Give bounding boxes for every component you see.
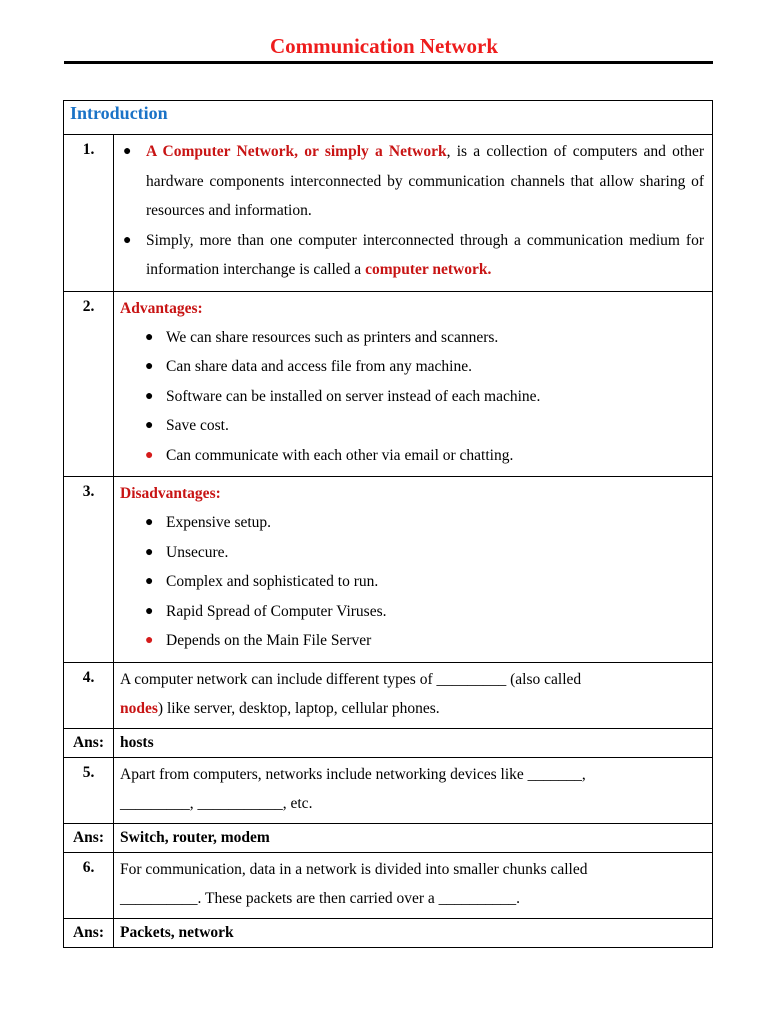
item-text: Simply, more than one computer interconnected through a communication medium for information interchange is called a: [146, 231, 704, 278]
bullet-icon: ●: [145, 544, 154, 560]
row-number: 3.: [82, 483, 95, 500]
list-item: ● We can share resources such as printers and scanners.: [142, 323, 706, 353]
table-row: [64, 852, 713, 918]
row-number: 5.: [82, 763, 95, 781]
table-row: [64, 477, 713, 663]
table-row: [64, 291, 713, 477]
list-item: ● Rapid Spread of Computer Viruses.: [142, 597, 706, 627]
table-row: [64, 135, 713, 292]
list-item: ● Complex and sophisticated to run.: [142, 567, 706, 597]
answer-text: Switch, router, modem: [120, 828, 270, 846]
answer-label: Ans:: [64, 728, 114, 757]
answer-text: Packets, network: [120, 923, 234, 941]
section-heading: Advantages:: [120, 299, 203, 317]
table-row: [64, 757, 713, 823]
question-text: Apart from computers, networks include networking devices like _______, _________, ___________, etc.: [120, 765, 586, 812]
red-bullet-icon: ●: [145, 447, 154, 463]
list-item: ● Depends on the Main File Server: [142, 626, 706, 656]
disadvantages-section: [114, 477, 712, 662]
answer-text: hosts: [120, 733, 154, 751]
answer-row: [64, 823, 713, 852]
answer-label: Ans:: [64, 918, 114, 947]
row-number: 4.: [82, 668, 95, 686]
answer-row: [64, 728, 713, 757]
list-item: ● Expensive setup.: [142, 508, 706, 538]
list-item: ● Can share data and access file from any machine.: [142, 352, 706, 382]
highlight-term: A Computer Network, or simply a Network: [146, 143, 447, 160]
bullet-icon: ●: [145, 329, 154, 345]
question-text: For communication, data in a network is divided into smaller chunks called __________. These packets are then carried over a __________.: [120, 860, 588, 907]
answer-row: [64, 918, 713, 947]
page-title: Communication Network: [269, 34, 499, 58]
bullet-icon: ●: [123, 232, 132, 248]
bullet-icon: ●: [145, 359, 154, 374]
section-heading: Disadvantages:: [120, 485, 221, 502]
list-item: ● Unsecure.: [142, 538, 706, 568]
list-item: ● Can communicate with each other via email or chatting.: [142, 441, 706, 471]
definition-list: [114, 135, 712, 291]
intro-row: [64, 101, 713, 135]
row-number: 6.: [82, 858, 95, 876]
intro-heading: Introduction: [70, 103, 168, 123]
bullet-icon: ●: [123, 144, 132, 159]
list-item: [121, 226, 704, 285]
list-item: ● Save cost.: [142, 411, 706, 441]
highlight-term: nodes: [120, 700, 158, 717]
bullet-icon: ●: [145, 515, 154, 530]
list-item: [121, 137, 704, 226]
bullet-icon: ●: [145, 388, 154, 404]
answer-label: Ans:: [64, 823, 114, 852]
bullet-icon: ●: [145, 574, 154, 589]
row-number: 2.: [82, 297, 95, 315]
qa-table: [63, 100, 713, 948]
list-item: ● Software can be installed on server instead of each machine.: [142, 382, 706, 412]
title-underline: [64, 61, 713, 64]
item-text: , is a collection of computers and other hardware components interconnected by communication channels that allow sharing of resources and information.: [146, 143, 704, 219]
advantages-section: [114, 292, 712, 477]
bullet-icon: ●: [145, 418, 154, 433]
row-number: 1.: [82, 141, 95, 158]
red-bullet-icon: ●: [145, 633, 154, 648]
highlight-term: computer network.: [365, 261, 492, 278]
bullet-icon: ●: [145, 603, 154, 619]
table-row: [64, 662, 713, 728]
question-text: A computer network can include different types of _________ (also called nodes) like server, desktop, laptop, cellular phones.: [120, 670, 582, 717]
